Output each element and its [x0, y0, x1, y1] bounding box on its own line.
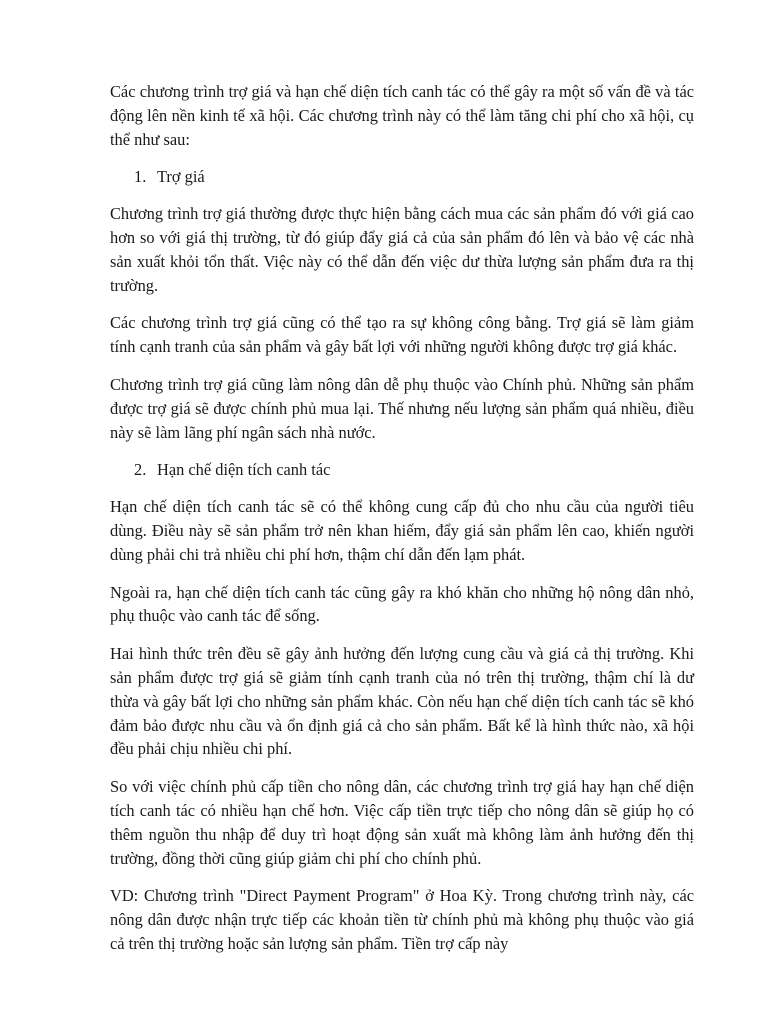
paragraph: Ngoài ra, hạn chế diện tích canh tác cũng gây ra khó khăn cho những hộ nông dân nhỏ, phụ thuộc vào canh tác để sống.	[110, 582, 694, 626]
paragraph: Hai hình thức trên đều sẽ gây ảnh hưởng đến lượng cung cầu và giá cả thị trường. Khi sản phẩm được trợ giá sẽ giảm tính cạnh tranh của nó trên thị trường, thậm chí là dư thừa và gây bất lợi cho những sản phẩm khác. Còn nếu hạn chế diện tích canh tác sẽ khó đảm bảo được nhu cầu và ổn định giá cả cho sản phẩm. Bất kể là hình thức nào, xã hội đều phải chịu nhiều chi phí.	[110, 644, 694, 759]
section-heading-1	[110, 165, 694, 189]
section-title: Trợ giá	[157, 167, 205, 187]
paragraph: Chương trình trợ giá thường được thực hiện bằng cách mua các sản phẩm đó với giá cao hơn so với giá thị trường, từ đó giúp đẩy giá cả của sản phẩm đó lên và bảo vệ các nhà sản xuất khỏi tổn thất. Việc này có thể dẫn đến việc dư thừa lượng sản phẩm đưa ra thị trường.	[110, 204, 694, 295]
section-number: 1.	[134, 167, 147, 187]
paragraph: VD: Chương trình "Direct Payment Program" ở Hoa Kỳ. Trong chương trình này, các nông dân được nhận trực tiếp các khoản tiền từ chính phủ mà không phụ thuộc vào giá cả trên thị trường hoặc sản lượng sản phẩm. Tiền trợ cấp này	[110, 886, 694, 953]
section-number: 2.	[134, 460, 147, 480]
section-title: Hạn chế diện tích canh tác	[157, 460, 331, 480]
section-heading-2	[110, 458, 694, 482]
paragraph: Hạn chế diện tích canh tác sẽ có thể không cung cấp đủ cho nhu cầu của người tiêu dùng. Điều này sẽ sản phẩm trở nên khan hiếm, đẩy giá sản phẩm lên cao, khiến người dùng phải chi trả nhiều chi phí hơn, thậm chí dẫn đến lạm phát.	[110, 497, 694, 564]
intro-paragraph: Các chương trình trợ giá và hạn chế diện tích canh tác có thể gây ra một số vấn đề và tác động lên nền kinh tế xã hội. Các chương trình này có thể làm tăng chi phí cho xã hội, cụ thể như sau:	[110, 82, 694, 149]
paragraph: Các chương trình trợ giá cũng có thể tạo ra sự không công bằng. Trợ giá sẽ làm giảm tính cạnh tranh của sản phẩm và gây bất lợi với những người không được trợ giá khác.	[110, 313, 694, 357]
document-body	[110, 80, 694, 970]
paragraph: So với việc chính phủ cấp tiền cho nông dân, các chương trình trợ giá hay hạn chế diện tích canh tác có nhiều hạn chế hơn. Việc cấp tiền trực tiếp cho nông dân sẽ giúp họ có thêm nguồn thu nhập để duy trì hoạt động sản xuất mà không làm ảnh hưởng đến thị trường, đồng thời cũng giúp giảm chi phí cho chính phủ.	[110, 777, 694, 868]
paragraph: Chương trình trợ giá cũng làm nông dân dễ phụ thuộc vào Chính phủ. Những sản phẩm được trợ giá sẽ được chính phủ mua lại. Thế nhưng nếu lượng sản phẩm quá nhiều, điều này sẽ làm lãng phí ngân sách nhà nước.	[110, 374, 694, 442]
